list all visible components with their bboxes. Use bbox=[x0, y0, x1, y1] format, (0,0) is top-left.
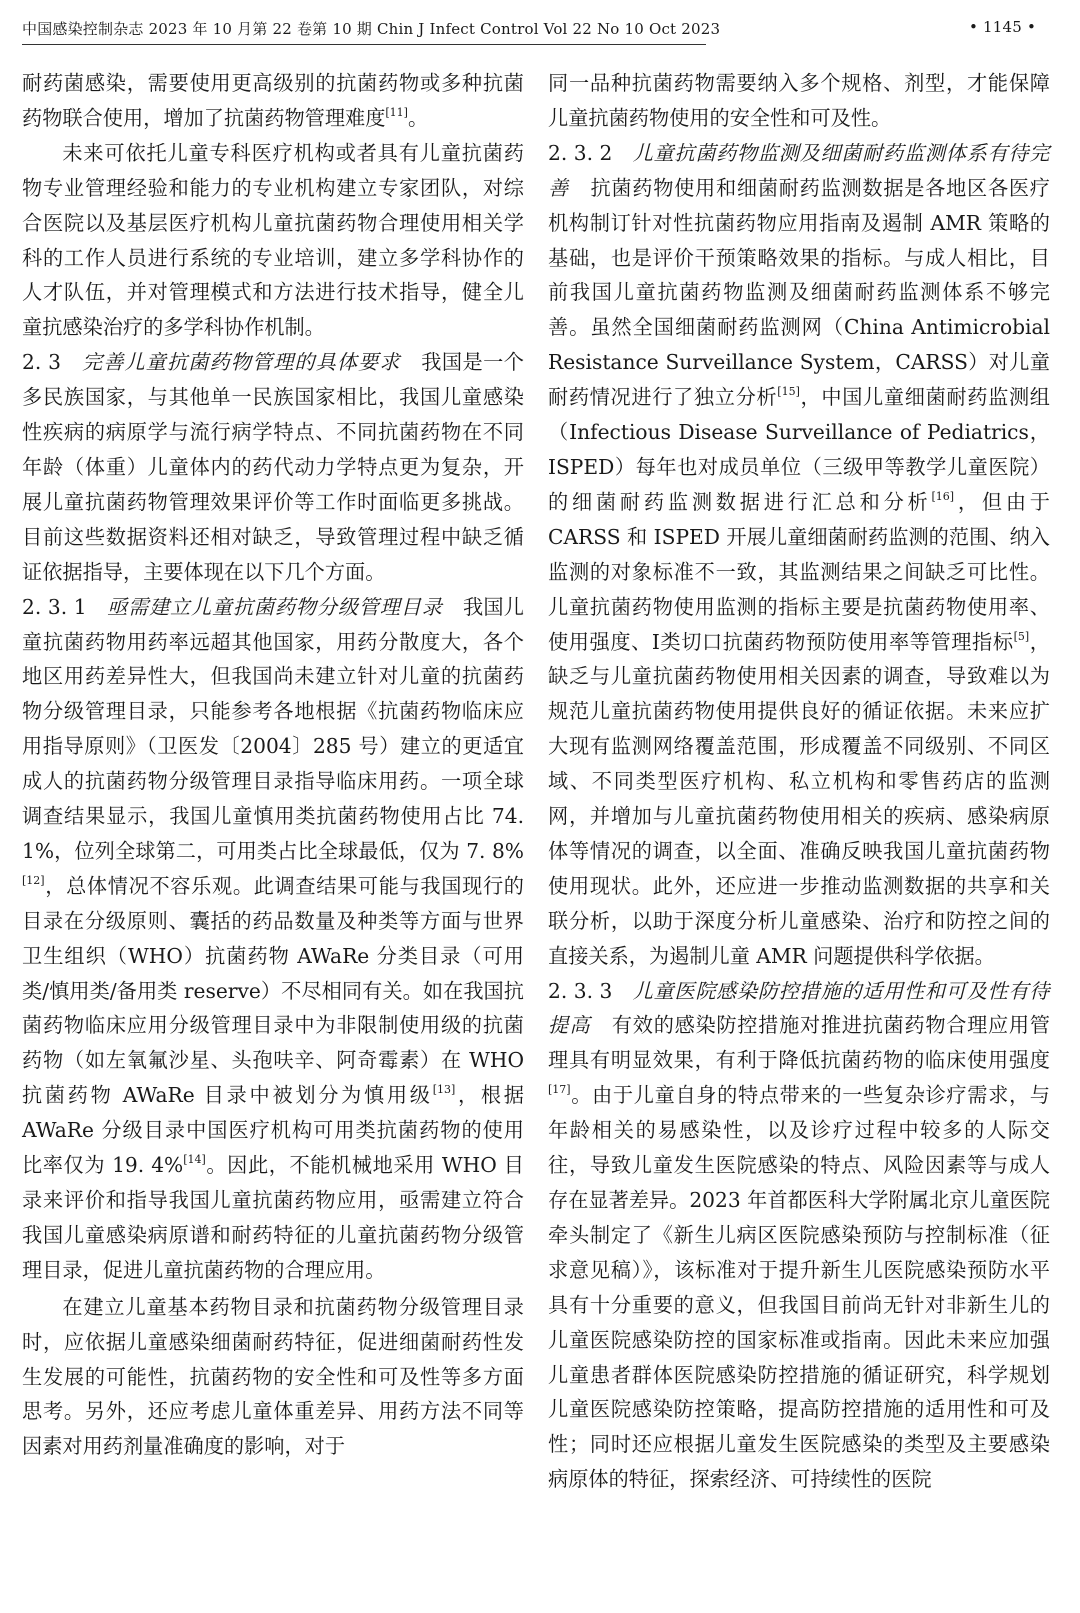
section-2-3-3 bbox=[548, 974, 1050, 1498]
citation: [16] bbox=[931, 489, 955, 503]
text: 。由于儿童自身的特点带来的一些复杂诊疗需求，与年龄相关的易感染性，以及诊疗过程中较多的人际交往，导致儿童发生医院感染的特点、风险因素等与成人存在显著差异。2023 年首都医科大学附属北京儿童医院牵头制定了《新生儿病区医院感染预防与控制标准（征求意见稿）》，该标准对于提升新生儿医院感染预防水平具有十分重要的意义，但我国目前尚无针对非新生儿的儿童医院感染防控的国家标准或指南。因此未来应加强儿童患者群体医院感染防控措施的循证研究，科学规划儿童医院感染防控策略，提高防控措施的适用性和可及性；同时还应根据儿童发生医院感染的类型及主要感染病原体的特征，探索经济、可持续性的医院 bbox=[548, 1083, 1050, 1492]
citation: [17] bbox=[548, 1083, 571, 1097]
paragraph: 在建立儿童基本药物目录和抗菌药物分级管理目录时，应依据儿童感染细菌耐药特征，促进细菌耐药性发生发展的可能性，抗菌药物的安全性和可及性等多方面思考。另外，还应考虑儿童体重差异、用药方法不同等因素对用药剂量准确度的影响，对于 bbox=[22, 1294, 524, 1459]
section-title: 儿童抗菌药物监测及细菌耐药监测体系有待完善 bbox=[548, 140, 1050, 200]
text: 我国儿童抗菌药物用药率远超其他国家，用药分散度大，各个地区用药差异性大，但我国尚未建立针对儿童的抗菌药物分级管理目录，只能参考各地根据《抗菌药物临床应用指导原则》（卫医发〔2004〕285 号）建立的更适宜成人的抗菌药物分级管理目录指导临床用药。一项全球调查结果显示，我国儿童慎用类抗菌药物使用占比 74. 1%，位列全球第二，可用类占比全球最低，仅为 7. 8% bbox=[22, 594, 524, 863]
citation: [11] bbox=[385, 105, 408, 119]
text: 抗菌药物使用和细菌耐药监测数据是各地区各医疗机构制订针对性抗菌药物应用指南及遏制 AMR 策略的基础，也是评价干预策略效果的指标。与成人相比，目前我国儿童抗菌药物监测及细菌耐药监测体系不够完善。虽然全国细菌耐药监测网（China Antimicrobial Resistance Surveillance System，CARSS）对儿童耐药情况进行了独立分析 bbox=[548, 175, 1050, 410]
section-title: 完善儿童抗菌药物管理的具体要求 bbox=[82, 350, 401, 375]
section-number: 2. 3. 1 bbox=[22, 594, 87, 619]
section-number: 2. 3 bbox=[22, 350, 61, 375]
text: ，中国儿童细菌耐药监测组（Infectious Disease Surveillance of Pediatrics，ISPED）每年也对成员单位（三级甲等教学儿童医院）的细菌耐药监测数据进行汇总和分析 bbox=[548, 385, 1050, 514]
text: ，缺乏与儿童抗菌药物使用相关因素的调查，导致难以为规范儿童抗菌药物使用提供良好的循证依据。未来应扩大现有监测网络覆盖范围，形成覆盖不同级别、不同区域、不同类型医疗机构、私立机构和零售药店的监测网，并增加与儿童抗菌药物使用相关的疾病、感染病原体等情况的调查，以全面、准确反映我国儿童抗菌药物使用现状。此外，还应进一步推动监测数据的共享和关联分析，以助于深度分析儿童感染、治疗和防控之间的直接关系，为遏制儿童 AMR 问题提供科学依据。 bbox=[548, 629, 1050, 968]
paragraph-continued: 同一品种抗菌药物需要纳入多个规格、剂型，才能保障儿童抗菌药物使用的安全性和可及性。 bbox=[548, 71, 1050, 130]
paragraph: 未来可依托儿童专科医疗机构或者具有儿童抗菌药物专业管理经验和能力的专业机构建立专家团队，对综合医院以及基层医疗机构儿童抗菌药物合理使用相关学科的工作人员进行系统的专业培训，建立多学科协作的人才队伍，并对管理模式和方法进行技术指导，健全儿童抗感染治疗的多学科协作机制。 bbox=[22, 140, 524, 340]
section-2-3 bbox=[22, 345, 524, 589]
journal-citation: 中国感染控制杂志 2023 年 10 月第 22 卷第 10 期 Chin J Infect Control Vol 22 No 10 Oct 2023 bbox=[22, 20, 721, 38]
text: 。 bbox=[407, 105, 429, 130]
text: ，总体情况不容乐观。此调查结果可能与我国现行的目录在分级原则、囊括的药品数量及种类等方面与世界卫生组织（WHO）抗菌药物 AWaRe 分类目录（可用类/慎用类/备用类 reserve）不尽相同有关。如在我国抗菌药物临床应用分级管理目录中为非限制使用级的抗菌药物（如左氧氟沙星、头孢呋辛、阿奇霉素）在 WHO 抗菌药物 AWaRe 目录中被划分为慎用级 bbox=[22, 873, 524, 1108]
section-2-3-2 bbox=[548, 136, 1050, 974]
right-column bbox=[548, 66, 1050, 1497]
citation: [5] bbox=[1013, 629, 1030, 643]
text: ，根据 AWaRe 分级目录中国医疗机构可用类抗菌药物的使用比率仅为 19. 4% bbox=[22, 1083, 524, 1178]
citation: [14] bbox=[183, 1153, 206, 1167]
text: 有效的感染防控措施对推进抗菌药物合理应用管理具有明显效果，有利于降低抗菌药物的临床使用强度 bbox=[548, 1013, 1050, 1073]
section-body: 我国是一个多民族国家，与其他单一民族国家相比，我国儿童感染性疾病的病原学与流行病学特点、不同抗菌药物在不同年龄（体重）儿童体内的药代动力学特点更为复杂，开展儿童抗菌药物管理效果评价等工作时面临更多挑战。目前这些数据资料还相对缺乏，导致管理过程中缺乏循证依据指导，主要体现在以下几个方面。 bbox=[22, 350, 524, 584]
section-title: 亟需建立儿童抗菌药物分级管理目录 bbox=[107, 594, 443, 619]
section-number: 2. 3. 2 bbox=[548, 140, 613, 165]
citation: [13] bbox=[432, 1083, 456, 1097]
paragraph-continued bbox=[22, 66, 524, 136]
section-number: 2. 3. 3 bbox=[548, 978, 613, 1003]
text: ，但由于 CARSS 和 ISPED 开展儿童细菌耐药监测的范围、纳入监测的对象标准不一致，其监测结果之间缺乏可比性。儿童抗菌药物使用监测的指标主要是抗菌药物使用率、使用强度、Ⅰ类切口抗菌药物预防使用率等管理指标 bbox=[548, 489, 1050, 654]
citation: [12] bbox=[22, 873, 45, 887]
running-header bbox=[22, 18, 1036, 46]
text: 耐药菌感染，需要使用更高级别的抗菌药物或多种抗菌药物联合使用，增加了抗菌药物管理难度 bbox=[22, 71, 524, 130]
text: 。因此，不能机械地采用 WHO 目录来评价和指导我国儿童抗菌药物应用，亟需建立符合我国儿童感染病原谱和耐药特征的儿童抗菌药物分级管理目录，促进儿童抗菌药物的合理应用。 bbox=[22, 1153, 524, 1282]
left-column bbox=[22, 66, 524, 1464]
page-number: • 1145 • bbox=[968, 18, 1036, 36]
header-rule bbox=[22, 44, 706, 45]
section-2-3-1 bbox=[22, 590, 524, 1288]
section-title: 儿童医院感染防控措施的适用性和可及性有待提高 bbox=[548, 978, 1050, 1038]
citation: [15] bbox=[777, 385, 800, 399]
